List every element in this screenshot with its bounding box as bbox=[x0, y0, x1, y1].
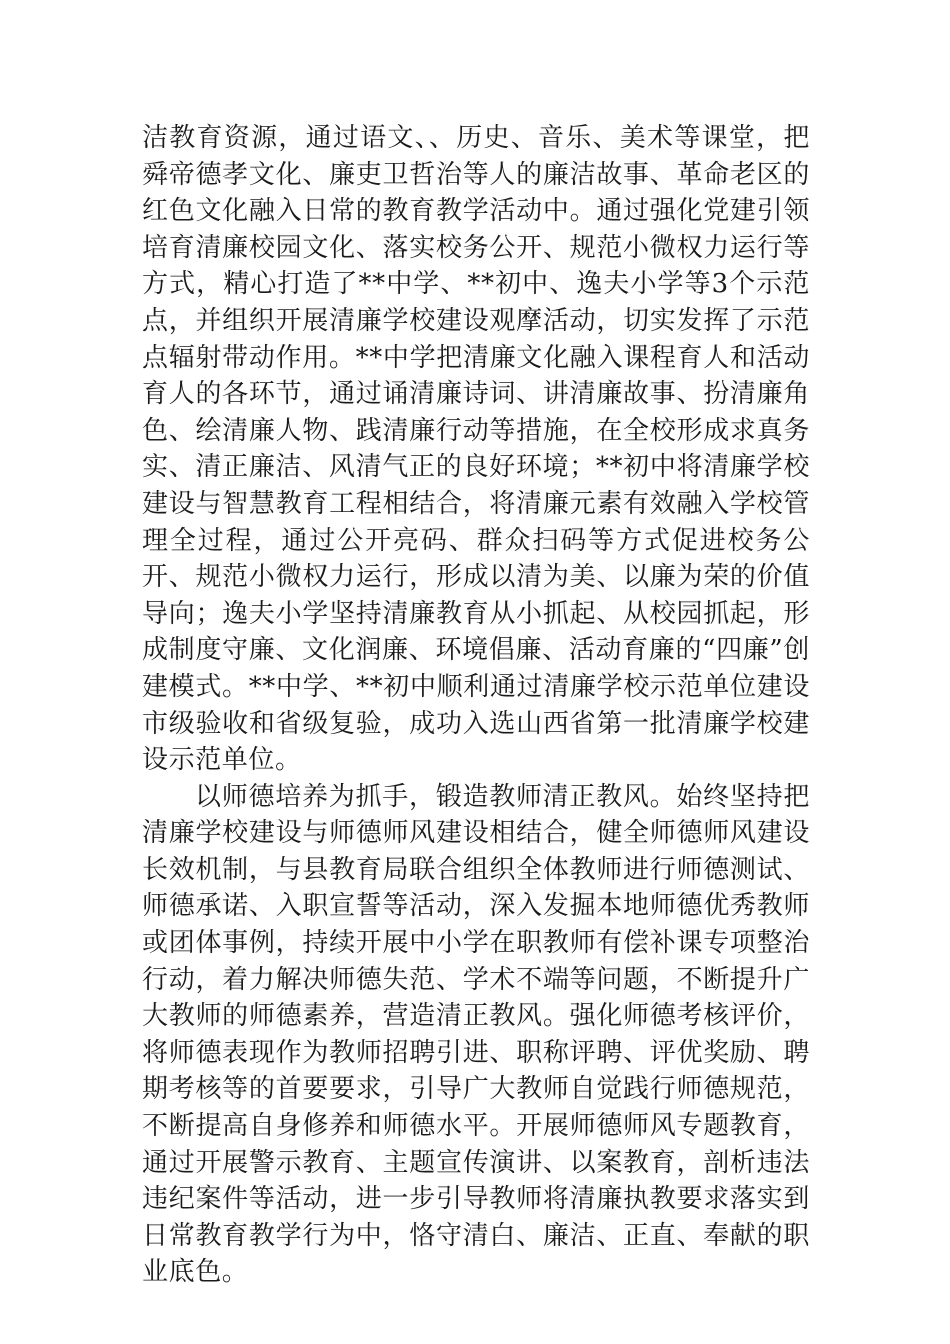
paragraph-continued: 洁教育资源，通过语文、、历史、音乐、美术等课堂，把舜帝德孝文化、廉吏卫哲治等人的廉洁故事、革命老区的红色文化融入日常的教育教学活动中。通过强化党建引领培育清廉校园文化、落实校务公开、规范小微权力运行等方式，精心打造了**中学、**初中、逸夫小学等3个示范点，并组织开展清廉学校建设观摩活动，切实发挥了示范点辐射带动作用。**中学把清廉文化融入课程育人和活动育人的各环节，通过诵清廉诗词、讲清廉故事、扮清廉角色、绘清廉人物、践清廉行动等措施，在全校形成求真务实、清正廉洁、风清气正的良好环境；**初中将清廉学校建设与智慧教育工程相结合，将清廉元素有效融入学校管理全过程，通过公开亮码、群众扫码等方式促进校务公开、规范小微权力运行，形成以清为美、以廉为荣的价值导向；逸夫小学坚持清廉教育从小抓起、从校园抓起，形成制度守廉、文化润廉、环境倡廉、活动育廉的“四廉”创建模式。**中学、**初中顺利通过清廉学校示范单位建设市级验收和省级复验，成功入选山西省第一批清廉学校建设示范单位。 bbox=[142, 123, 810, 776]
document-body bbox=[142, 120, 810, 1291]
paragraph-teacher-ethics: 以师德培养为抓手，锻造教师清正教风。始终坚持把清廉学校建设与师德师风建设相结合，健全师德师风建设长效机制，与县教育局联合组织全体教师进行师德测试、师德承诺、入职宣誓等活动，深入发掘本地师德优秀教师或团体事例，持续开展中小学在职教师有偿补课专项整治行动，着力解决师德失范、学术不端等问题，不断提升广大教师的师德素养，营造清正教风。强化师德考核评价，将师德表现作为教师招聘引进、职称评聘、评优奖励、聘期考核等的首要要求，引导广大教师自觉践行师德规范，不断提高自身修养和师德水平。开展师德师风专题教育，通过开展警示教育、主题宣传演讲、以案教育，剖析违法违纪案件等活动，进一步引导教师将清廉执教要求落实到日常教育教学行为中，恪守清白、廉洁、正直、奉献的职业底色。 bbox=[142, 781, 810, 1288]
